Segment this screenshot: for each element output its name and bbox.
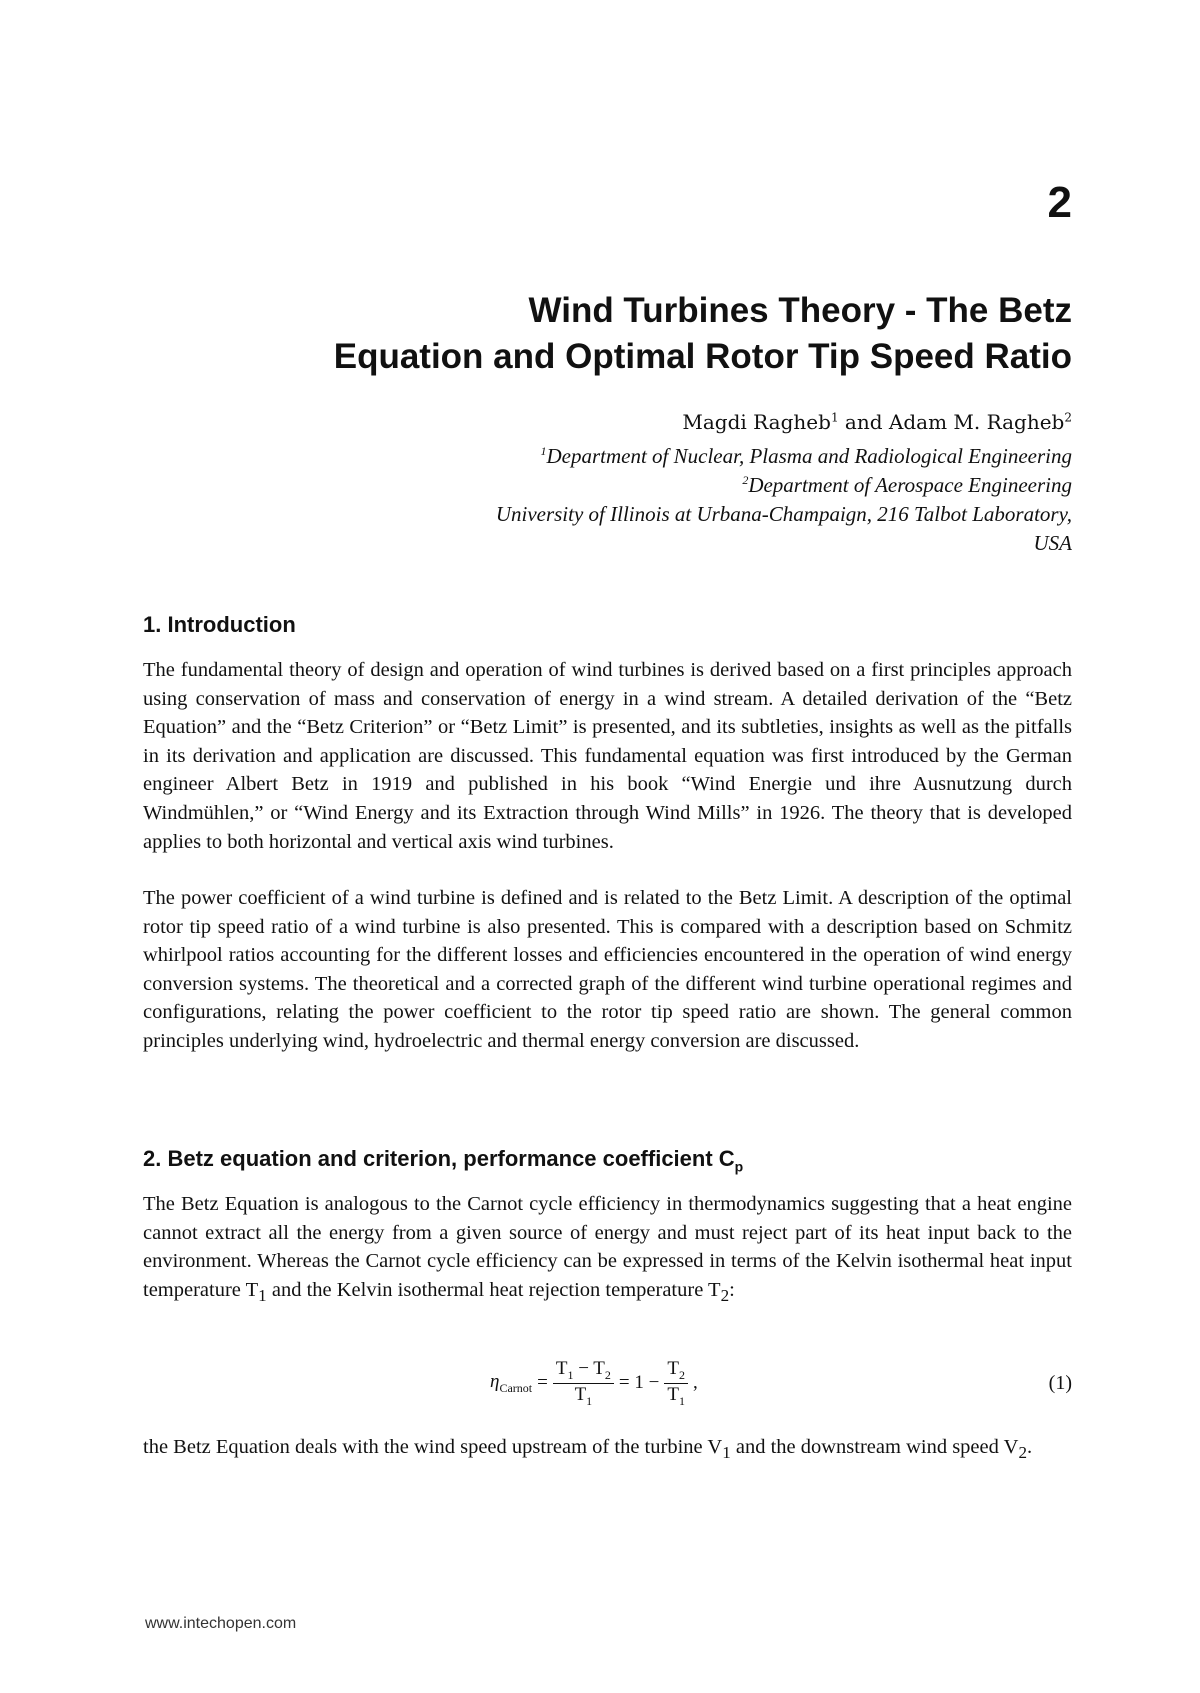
author-1-sup: 1 (830, 410, 839, 425)
eq-trailing-comma: , (692, 1372, 698, 1394)
eq-eta: η (490, 1370, 500, 1392)
betz-p2-sub-2: 2 (1018, 1443, 1027, 1463)
eq-fraction-2 (664, 1358, 688, 1409)
betz-p1-text-a: The Betz Equation is analogous to the Carnot cycle efficiency in thermodynamics suggesting that a heat engine cannot extract all the energy from a given source of energy and must reject part of its heat input back to the environment. Whereas the Carnot cycle efficiency can be expressed in terms of the Kelvin isothermal heat input temperature T (143, 1193, 1072, 1301)
title-line-2: Equation and Optimal Rotor Tip Speed Ratio (333, 337, 1072, 376)
equation-number: (1) (1048, 1372, 1072, 1394)
betz-p1-text-b: and the Kelvin isothermal heat rejection temperature T (266, 1278, 721, 1301)
affiliation-1 (540, 442, 1072, 471)
affiliation-1-text: Department of Nuclear, Plasma and Radiological Engineering (546, 444, 1072, 468)
author-2-sup: 2 (1064, 410, 1072, 425)
carnot-equation (490, 1358, 698, 1409)
eq-eta-sub: Carnot (499, 1380, 533, 1395)
title-line-1: Wind Turbines Theory - The Betz (528, 291, 1072, 330)
section-2-heading-text: 2. Betz equation and criterion, performance coefficient C (143, 1146, 735, 1171)
betz-paragraph-2 (143, 1433, 1072, 1468)
authors (682, 410, 1072, 434)
authors-and: and (838, 410, 889, 434)
eq-equals-2: = 1 − (618, 1372, 660, 1394)
eq-frac1-num-minus: − T (573, 1358, 605, 1379)
betz-paragraph-1 (143, 1190, 1072, 1310)
eq-frac2-den-t: T (667, 1383, 679, 1405)
eq-frac1-denominator (572, 1384, 596, 1409)
eq-frac1-num-t1: T (555, 1358, 568, 1379)
affiliation-2-text: Department of Aerospace Engineering (748, 473, 1072, 497)
betz-p1-text-c: : (729, 1278, 735, 1301)
author-1: Magdi Ragheb (682, 410, 831, 434)
affiliation-3-text: University of Illinois at Urbana-Champaign, 216 Talbot Laboratory, (495, 502, 1072, 526)
eq-lhs (490, 1371, 532, 1396)
affiliation-2 (742, 471, 1072, 500)
eq-frac2-num-t: T (667, 1358, 679, 1379)
affiliation-1-sup: 1 (540, 444, 547, 458)
eq-frac2-denominator (664, 1384, 688, 1409)
eq-frac1-den-t: T (574, 1383, 587, 1405)
eq-frac1-num-sub1: 1 (567, 1367, 574, 1382)
betz-p2-text-a: the Betz Equation deals with the wind speed upstream of the turbine V (143, 1436, 723, 1458)
author-2: Adam M. Ragheb (888, 410, 1065, 434)
betz-p2-sub-1: 1 (722, 1443, 731, 1463)
intro-paragraph-2: The power coefficient of a wind turbine is defined and is related to the Betz Limit. A description of the optimal rotor tip speed ratio of a wind turbine is also presented. This is compared with a description based on Schmitz whirlpool ratios accounting for the different losses and efficiencies encountered in the operation of wind energy conversion systems. The theoretical and a corrected graph of the different wind turbine operational regimes and configurations, relating the power coefficient to the rotor tip speed ratio are shown. The general common principles underlying wind, hydroelectric and thermal energy conversion are discussed. (143, 887, 1072, 1052)
eq-frac1-den-sub: 1 (586, 1393, 593, 1408)
affiliation-2-sup: 2 (742, 473, 749, 487)
betz-p2-text-b: and the downstream wind speed V (730, 1436, 1019, 1458)
affiliation-4-text: USA (1033, 531, 1072, 555)
section-1-heading: 1. Introduction (143, 612, 296, 637)
chapter-title (334, 288, 1072, 380)
betz-p1-sub-1: 1 (258, 1285, 267, 1305)
betz-p1-sub-2: 2 (720, 1285, 730, 1305)
chapter-number: 2 (1047, 178, 1072, 227)
eq-frac2-den-sub: 1 (678, 1393, 685, 1408)
eq-frac1-numerator (553, 1358, 614, 1384)
eq-frac2-numerator (664, 1358, 688, 1384)
eq-fraction-1 (553, 1358, 614, 1409)
footer-url[interactable]: www.intechopen.com (145, 1615, 297, 1632)
affiliation-4 (1034, 529, 1073, 558)
section-2-heading-sub: p (734, 1158, 744, 1175)
section-2-heading (143, 1146, 743, 1174)
eq-frac1-num-sub2: 2 (604, 1367, 611, 1382)
eq-equals-1: = (537, 1372, 548, 1394)
eq-frac2-num-sub: 2 (678, 1367, 685, 1382)
intro-paragraph-1: The fundamental theory of design and operation of wind turbines is derived based on a first principles approach using conservation of mass and conservation of energy in a wind stream. A detailed derivation of the “Betz Equation” and the “Betz Criterion” or “Betz Limit” is presented, and its subtleties, insights as well as the pitfalls in its derivation and application are discussed. This fundamental equation was first introduced by the German engineer Albert Betz in 1919 and published in his book “Wind Energie und ihre Ausnutzung durch Windmühlen,” or “Wind Energy and its Extraction through Wind Mills” in 1926. The theory that is developed applies to both horizontal and vertical axis wind turbines. (143, 659, 1072, 853)
affiliation-3 (496, 500, 1072, 529)
betz-p2-text-c: . (1026, 1436, 1033, 1458)
